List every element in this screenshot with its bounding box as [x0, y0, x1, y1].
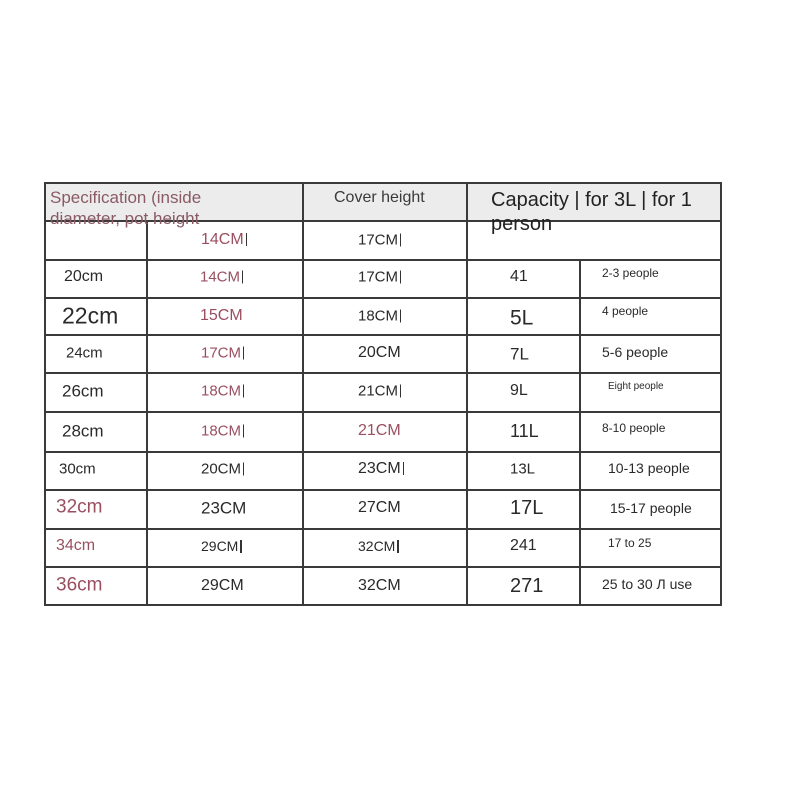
pot-height-cell: 14CM [201, 232, 247, 248]
pot-height-cell: 29CM [201, 577, 244, 594]
pot-height-cell: 14CM [200, 270, 243, 285]
cover-height-cell: 21CM [358, 384, 401, 399]
diameter-cell: 28cm [62, 421, 104, 441]
pot-height-cell: 23CM [201, 498, 247, 518]
capacity-cell: 41 [510, 268, 528, 285]
pot-height-cell: 29CM [201, 539, 242, 553]
diameter-cell: 36cm [56, 574, 103, 596]
cover-height-cell: 32CM [358, 539, 399, 553]
people-cell: 15-17 people [610, 500, 692, 516]
people-cell: 10-13 people [608, 460, 690, 476]
diameter-cell: 32cm [56, 496, 103, 518]
capacity-cell: 13L [510, 460, 536, 478]
capacity-cell: 271 [510, 575, 544, 597]
people-cell: 25 to 30 Л use [602, 576, 693, 592]
pot-height-cell: 20CM [201, 462, 244, 477]
cover-height-cell: 21CM [358, 422, 401, 439]
people-cell: 17 to 25 [608, 536, 652, 550]
capacity-cell: 17L [510, 497, 544, 519]
capacity-cell: 5L [510, 306, 534, 330]
capacity-cell: 241 [510, 537, 537, 554]
people-cell: 4 people [602, 304, 649, 318]
cover-height-cell: 20CM [358, 344, 401, 361]
header-capacity: Capacity | for 3L | for 1 person [491, 189, 692, 236]
cover-height-cell: 18CM [358, 309, 401, 324]
header-cover-height: Cover height [334, 189, 425, 206]
pot-height-cell: 15CM [200, 307, 243, 324]
people-cell: 2-3 people [602, 266, 659, 280]
pot-height-cell: 18CM [201, 424, 244, 439]
diameter-cell: 22cm [62, 302, 119, 329]
pot-height-cell: 18CM [201, 384, 244, 399]
cover-height-cell: 17CM [358, 233, 401, 248]
people-cell: Eight people [608, 381, 664, 392]
diameter-cell: 30cm [59, 460, 96, 478]
pot-height-cell: 17CM [201, 346, 244, 361]
cover-height-cell: 23CM [358, 461, 404, 477]
diameter-cell: 20cm [64, 268, 104, 285]
header-specification: Specification (inside diameter, pot height [50, 188, 202, 228]
people-cell: 8-10 people [602, 421, 666, 435]
people-cell: 5-6 people [602, 344, 669, 360]
cover-height-cell: 32CM [358, 577, 401, 594]
capacity-cell: 7L [510, 344, 529, 364]
diameter-cell: 24cm [66, 344, 103, 362]
cover-height-cell: 27CM [358, 499, 401, 516]
capacity-cell: 11L [510, 421, 539, 441]
cover-height-cell: 17CM [358, 270, 401, 285]
diameter-cell: 34cm [56, 537, 96, 554]
capacity-cell: 9L [510, 382, 528, 399]
diameter-cell: 26cm [62, 381, 104, 401]
size-table [44, 182, 722, 606]
